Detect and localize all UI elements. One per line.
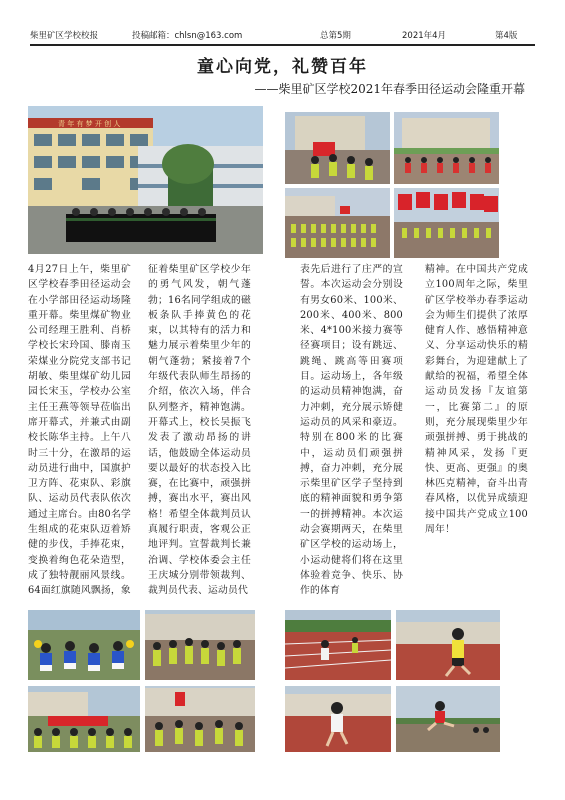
photo-opening-ceremony-podium: [28, 106, 263, 254]
masthead-bar: [30, 26, 535, 44]
photo-parade-red-team: [394, 112, 499, 184]
page-number: 第4版: [495, 31, 518, 41]
article-column-1: 4月27日上午，柴里矿区学校春季田径运动会在小学部田径运动场隆重开幕。柴里煤矿物业公司经理王胜利、肖桥学校长宋玲国、滕南玉荣煤业分院党支部书记胡敏、柴里煤矿幼儿园园长宋玉，学校办公室主任王燕等领导莅临出席开幕式，并兼式由副校长陈华主持。上午八时三十分，在激昂的运动员进行曲中，国旗护卫方阵、花束队、彩旗队、运动员代表队依次通过主席台。由80名学生组成的花束队迈着矫健的步伐，手捧花束，变换着绚色花朵造型，成了独特靓丽风景线。64面红旗随风飘扬，象: [28, 264, 131, 597]
article-column-3: 表先后进行了庄严的宣誓。本次运动会分别设有男女60米、100米、200米、400米、800米、4*100米接力赛等径赛项目；设有跳远、跳绳、跳高等田赛项目。运动场上，各年级的运动员精神饱满，奋力冲刺，充分展示矫健运动员的风采和豪迈。特别在800米的比赛中，运动员们顽强拼搏，奋力冲刺，充分展示柴里矿区学子坚持到底的精神面貌和勇争第一的拼搏精神。本次运动会赛期两天，在柴里矿区学校的运动场上，小运动健将们将在这里体验着竞争、快乐、协作的体育: [300, 264, 403, 597]
photo-jump-students: [145, 610, 255, 680]
photo-sprinter: [396, 610, 500, 680]
submission-email: 投稿邮箱：chlsn@163.com: [132, 31, 243, 41]
header-divider: [30, 44, 535, 46]
issue-date: 2021年4月: [402, 31, 447, 41]
photo-track-race: [285, 610, 391, 680]
school-newspaper-name: 柴里矿区学校校报: [30, 31, 99, 41]
article-column-4: 精神。在中国共产党成立100周年之际，柴里矿区学校举办春季运动会为师生们提供了浓厚健育人作、感悟精神意义、分享运动快乐的精彩舞台，为迎建献上了献给的祝福，希望全体运动员发扬『友谊第一，比赛第二』的原则，充分展现柴里少年顽强拼搏、勇于挑战的精神风采，发扬『更快、更高、更强』的奥林匹克精神，奋斗出青春风格，以优异成绩迎接中国共产党成立100周年！: [425, 264, 528, 536]
issue-number: 总第5期: [320, 31, 351, 41]
photo-banner-group: [28, 686, 140, 752]
article-column-2: 征着柴里矿区学校少年的勇气风发，朝气蓬勃；16名同学组成的磁板条队手捧黄色的花束，以其特有的活力和魅力展示着柴里少年的朝气蓬勃；紧接着7个年级代表队师生昂扬的介绍，依次入场，伴合队列整齐，精神饱满。开幕式上，校长吴振飞发表了激动昂扬的讲话，他鼓励全体运动员要以最好的状态投入比赛，在比赛中，顽强拼搏，赛出水平，赛出风格！希望全体裁判员认真履行职责，客观公正地评判。宣誓裁判长兼治调、学校体委会主任王庆城分别带领裁判、裁判员代表、运动员代: [148, 264, 251, 597]
photo-cheerleaders: [28, 610, 140, 680]
article-title: 童心向党，礼赞百年: [197, 57, 368, 77]
photo-student-block-field: [285, 188, 390, 258]
svg-text:青 年 有 梦 开 创 人: 青 年 有 梦 开 创 人: [58, 120, 121, 128]
photo-girl-running: [285, 686, 391, 752]
photo-red-flag-formation: [394, 188, 499, 258]
photo-flag-bearers: [285, 112, 390, 184]
article-subtitle: ——柴里矿区学校2021年春季田径运动会隆重开幕: [254, 82, 525, 96]
photo-team-standing: [145, 686, 255, 752]
photo-long-jump: [396, 686, 500, 752]
